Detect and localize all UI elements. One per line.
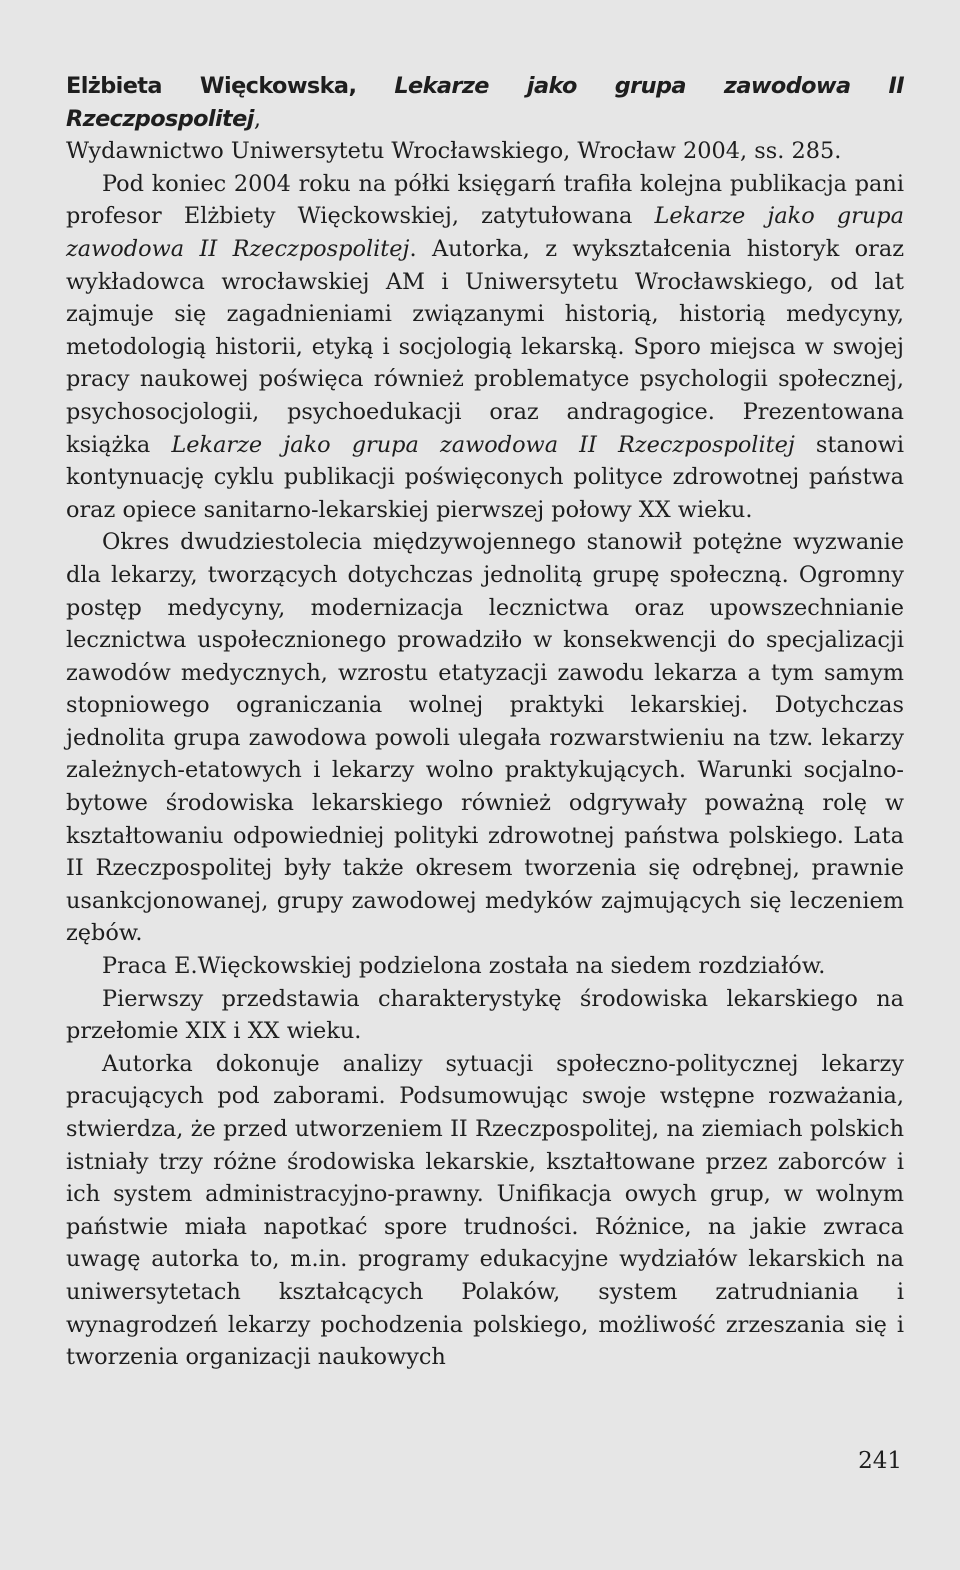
paragraph-2: Okres dwudziestolecia międzywojennego stanowił potężne wyzwanie dla lekarzy, tworzących dotychczas jednolitą grupę społeczną. Ogromny postęp medycyny, modernizacja lecznictwa oraz upowszechnianie lecznictwa uspołecznionego prowadziło w konsekwencji do specjalizacji zawodów medycznych, wzrostu etatyzacji zawodu lekarza a tym samym stopniowego ograniczania wolnej praktyki lekarskiej. Dotychczas jednolita grupa zawodowa powoli ulegała rozwarstwieniu na tzw. lekarzy zależnych-etatowych i lekarzy wolno praktykujących. Warunki socjalno-bytowe środowiska lekarskiego również odgrywały poważną rolę w kształtowaniu odpowiedniej polityki zdrowotnej państwa polskiego. Lata II Rzeczpospolitej były także okresem tworzenia się odrębnej, prawnie usankcjonowanej, grupy zawodowej medyków zajmujących się leczeniem zębów. bbox=[66, 529, 904, 947]
book-publisher: Wydawnictwo Uniwersytetu Wrocławskiego, Wrocław 2004, ss. 285. bbox=[66, 138, 842, 165]
paragraph-1-text-c: stanowi kontynuację cyklu publikacji poświęconych polityce zdrowotnej państwa oraz opiece sanitarno-lekarskiej pierwszej połowy XX wieku. bbox=[66, 431, 904, 523]
page-number: 241 bbox=[858, 1448, 902, 1474]
paragraph-1-title-b: Lekarze jako grupa zawodowa II Rzeczpospolitej bbox=[171, 431, 795, 458]
paragraph-5: Autorka dokonuje analizy sytuacji społeczno-politycznej lekarzy pracujących pod zaborami. Podsumowując swoje wstępne rozważania, stwierdza, że przed utworzeniem II Rzeczpospolitej, na ziemiach polskich istniały trzy różne środowiska lekarskie, kształtowane przez zaborców i ich system administracyjno-prawny. Unifikacja owych grup, w wolnym państwie miała napotkać spore trudności. Różnice, na jakie zwraca uwagę autorka to, m.in. programy edukacyjne wydziałów lekarskich na uniwersytetach kształcących Polaków, system zatrudniania i wynagrodzeń lekarzy pochodzenia polskiego, możliwość zrzeszania się i tworzenia organizacji naukowych bbox=[66, 1050, 904, 1371]
review-text bbox=[66, 70, 904, 1374]
book-title: Lekarze jako grupa zawodowa II Rzeczpospolitej bbox=[66, 73, 904, 132]
bibliographic-header bbox=[66, 70, 904, 168]
header-separator: , bbox=[348, 73, 395, 99]
paragraph-1-text-a: Pod koniec 2004 roku na półki księgarń trafiła kolejna publikacja pani profesor Elżbiety Więckowskiej, zatytułowana bbox=[66, 170, 904, 230]
paragraph-1 bbox=[66, 168, 904, 527]
book-author: Elżbieta Więckowska bbox=[66, 73, 349, 99]
paragraph-1-text-b: . Autorka, z wykształcenia historyk oraz wykładowca wrocławskiej AM i Uniwersytetu Wrocławskiego, od lat zajmuje się zagadnieniami związanymi historią, historią medycyny, metodologią historii, etyką i socjologią lekarską. Sporo miejsca w swojej pracy naukowej poświęca również problematyce psychologii społecznej, psychosocjologii, psychoedukacji oraz andragogice. Prezentowana książka bbox=[66, 235, 904, 458]
paragraph-3: Praca E.Więckowskiej podzielona została na siedem rozdziałów. bbox=[102, 953, 826, 980]
paragraph-4: Pierwszy przedstawia charakterystykę środowiska lekarskiego na przełomie XIX i XX wieku. bbox=[66, 985, 904, 1045]
header-separator-2: , bbox=[253, 105, 261, 132]
paragraph-1-title-a: Lekarze jako grupa zawodowa II Rzeczpospolitej bbox=[66, 203, 904, 262]
